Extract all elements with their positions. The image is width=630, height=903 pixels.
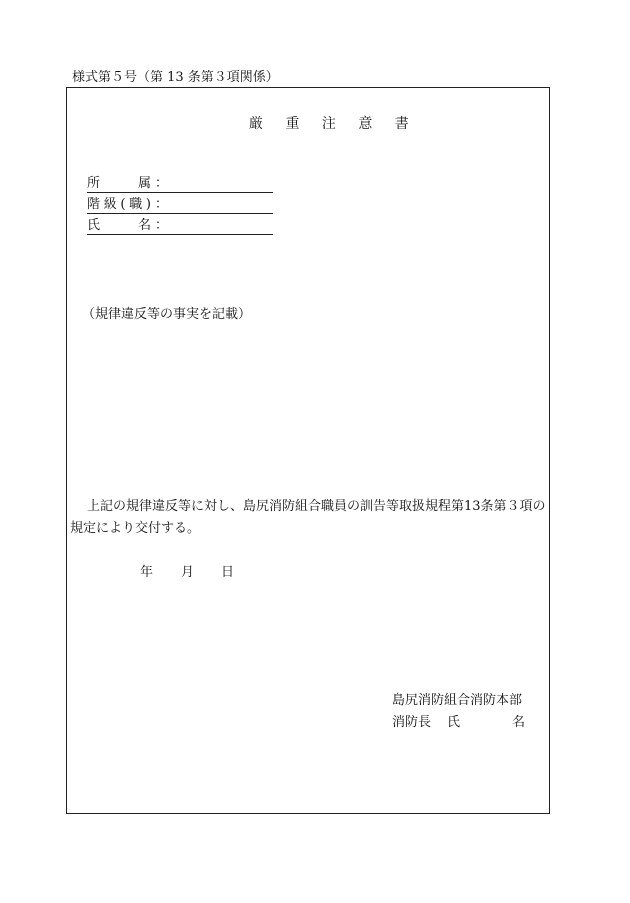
document-title: 厳 重 注 意 書	[249, 116, 418, 132]
issuer-name-label	[447, 711, 525, 730]
issuer-title: 消防長	[392, 715, 432, 730]
issuance-statement: 上記の規律違反等に対し、島尻消防組合職員の訓告等取扱規程第13条第３項の規定により交付する。	[70, 499, 546, 536]
name-label: 氏名	[87, 218, 151, 233]
affiliation-label: 所属	[87, 176, 151, 191]
rank-field[interactable]	[87, 197, 273, 214]
rank-label: 階級(職)	[87, 197, 151, 212]
issuer-organization: 島尻消防組合消防本部	[392, 693, 523, 708]
affiliation-field[interactable]	[87, 176, 273, 193]
form-number: 様式第５号（第 13 条第３項関係）	[72, 70, 279, 85]
name-field[interactable]	[87, 218, 273, 235]
rank-colon: ：	[155, 197, 169, 212]
affiliation-colon: ：	[155, 176, 169, 191]
date-year-label: 年	[140, 565, 154, 580]
issuer-name-last-char: 名	[511, 715, 525, 730]
issuer-name-first-char: 氏	[447, 715, 461, 730]
violation-description-placeholder: （規律違反等の事実を記載）	[82, 307, 252, 322]
date-day-label: 日	[221, 565, 235, 580]
name-colon: ：	[155, 218, 169, 233]
date-month-label: 月	[181, 565, 195, 580]
